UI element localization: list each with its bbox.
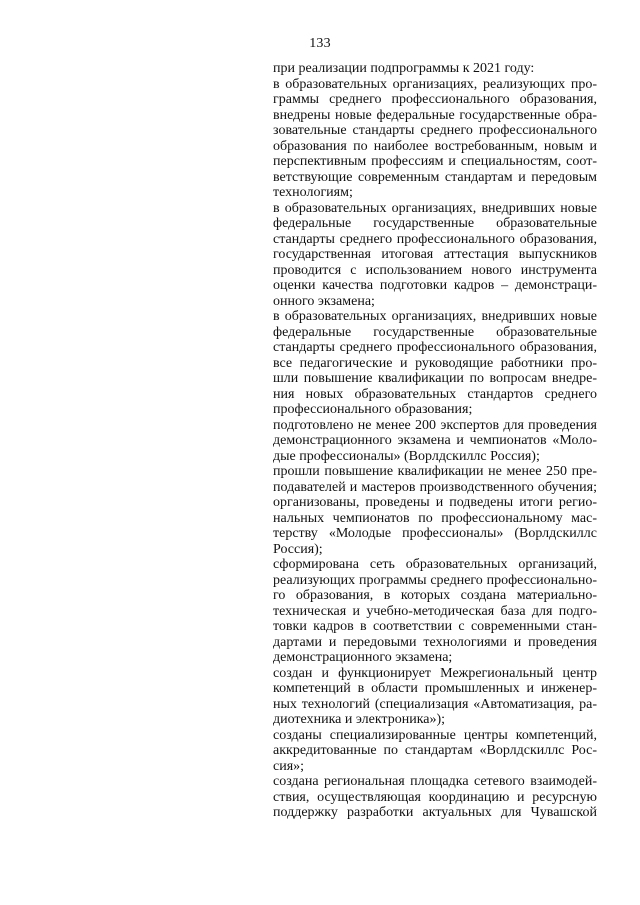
- text-line: в образовательных организациях, внедривших новые: [273, 309, 597, 324]
- text-line: внедрены новые федеральные государственные обра-: [273, 107, 597, 123]
- text-line: го образования, в которых создана материально-: [273, 588, 597, 603]
- text-line: стандарты среднего профессионального образования,: [273, 231, 597, 247]
- text-line: ных технологий (специализация «Автоматизация, ра-: [273, 696, 597, 712]
- text-line: при реализации подпрограммы к 2021 году:: [273, 61, 535, 76]
- text-line: технологиям;: [273, 185, 353, 200]
- text-line: ния новых образовательных стандартов среднего: [273, 386, 597, 402]
- text-line: дые профессионалы» (Ворлдскиллс Россия);: [273, 448, 540, 464]
- text-line: в образовательных организациях, внедривших новые: [273, 200, 597, 216]
- text-line: организованы, проведены и подведены итоги регио-: [273, 495, 597, 510]
- text-line: создана региональная площадка сетевого взаимодей-: [273, 774, 597, 789]
- text-line: стандарты среднего профессионального образования,: [273, 340, 597, 355]
- text-line: все педагогические и руководящие работники про-: [273, 355, 597, 371]
- text-line: прошли повышение квалификации не менее 250 пре-: [273, 464, 597, 479]
- text-line: сформирована сеть образовательных организаций,: [273, 557, 597, 572]
- text-line: граммы среднего профессионального образования,: [273, 92, 597, 107]
- text-line: созданы специализированные центры компетенций,: [273, 727, 597, 743]
- text-line: перспективным профессиям и специальностям, соот-: [273, 154, 597, 169]
- text-line: демонстрационного экзамена;: [273, 650, 453, 665]
- text-line: демонстрационного экзамена и чемпионатов «Моло-: [273, 433, 597, 448]
- text-line: ветствующие современным стандартам и передовым: [273, 169, 597, 185]
- text-line: подготовлено не менее 200 экспертов для проведения: [273, 417, 597, 433]
- text-line: дартами и передовыми технологиями и проведения: [273, 634, 597, 650]
- text-line: Россия);: [273, 541, 323, 557]
- text-line: техническая и учебно-методическая база для подго-: [273, 603, 597, 619]
- text-line: онного экзамена;: [273, 293, 375, 309]
- text-line: нальных чемпионатов по профессиональному мас-: [273, 510, 597, 526]
- text-line: ствия, осуществляющая координацию и ресурсную: [273, 789, 597, 805]
- text-line: товки кадров в соответствии с современными стан-: [273, 619, 597, 634]
- text-line: шли повышение квалификации по вопросам внедре-: [273, 371, 597, 386]
- text-line: проводится с использованием нового инструмента: [273, 262, 597, 278]
- text-line: зовательные стандарты среднего профессионального: [273, 123, 597, 138]
- text-line: поддержку разработки актуальных для Чувашской: [273, 805, 597, 820]
- text-line: терству «Молодые профессионалы» (Ворлдскиллс: [273, 526, 597, 541]
- text-line: оценки качества подготовки кадров – демонстраци-: [273, 278, 597, 293]
- text-line: образования по наиболее востребованным, новым и: [273, 138, 597, 154]
- body-text: [273, 61, 597, 821]
- text-line: федеральные государственные образовательные: [273, 324, 597, 340]
- text-line: сия»;: [273, 758, 305, 774]
- text-line: государственная итоговая аттестация выпускников: [273, 247, 597, 262]
- text-line: в образовательных организациях, реализующих про-: [273, 76, 597, 92]
- text-line: федеральные государственные образовательные: [273, 216, 597, 231]
- text-line: диотехника и электроника»);: [273, 712, 446, 727]
- text-line: профессионального образования;: [273, 402, 473, 417]
- text-line: подавателей и мастеров производственного обучения;: [273, 479, 597, 495]
- page-number: 133: [309, 36, 331, 51]
- text-line: реализующих программы среднего профессионально-: [273, 572, 597, 588]
- text-line: аккредитованные по стандартам «Ворлдскиллс Рос-: [273, 743, 597, 758]
- text-line: компетенций в области промышленных и инженер-: [273, 681, 597, 696]
- text-line: создан и функционирует Межрегиональный центр: [273, 665, 597, 681]
